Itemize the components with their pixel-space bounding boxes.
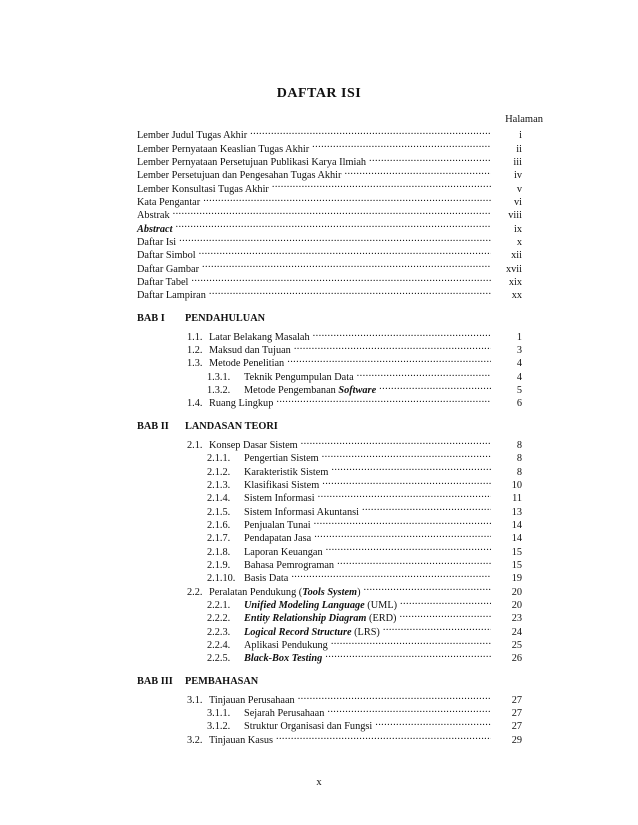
toc-entry-page-number: 8 (516, 466, 522, 478)
toc-entry-italic-term: Software (338, 385, 377, 397)
toc-dot-leader (173, 205, 491, 218)
toc-entry-label-text: Aplikasi Pendukung (244, 639, 328, 651)
toc-entry-number: 2.1.7. (207, 533, 231, 545)
toc-entry-italic-term: Logical Record Structure (244, 626, 352, 638)
toc-entry-label (185, 420, 278, 433)
toc-entry-label (209, 397, 273, 410)
toc-entry-number: 2.2.3. (207, 626, 231, 638)
toc-entry-page-number: 13 (511, 506, 522, 518)
toc-entry-label-text: Peralatan Pendukung ( (209, 586, 303, 598)
toc-entry-page-number: 4 (516, 358, 522, 370)
toc-entry-label-text: Daftar Isi (137, 236, 177, 248)
toc-dot-leader (325, 648, 491, 661)
toc-entry-page-number: xii (511, 250, 522, 262)
toc-dot-leader (175, 218, 491, 231)
toc-entry-label-text: Sistem Informasi Akuntansi (244, 506, 359, 518)
toc-entry-number: 2.2.5. (207, 653, 231, 665)
toc-entry-page-number: 29 (511, 734, 522, 746)
toc-entry-page-number: 5 (516, 385, 522, 397)
toc-entry (137, 245, 522, 262)
toc-dot-leader (203, 192, 491, 205)
toc-entry-number: 3.2. (187, 734, 203, 746)
toc-entry-label-text: Lember Persetujuan dan Pengesahan Tugas Akhir (137, 170, 342, 182)
toc-entry (137, 272, 522, 288)
toc-entry-page-number: xix (508, 276, 522, 288)
toc-entry (207, 367, 522, 383)
toc-entry-label-text: Daftar Lampiran (137, 290, 206, 302)
toc-dot-leader (202, 258, 491, 271)
toc-dot-leader (362, 501, 491, 514)
toc-entry-number: 2.2.2. (207, 613, 231, 625)
toc-dot-leader (375, 716, 491, 729)
toc-entry (207, 461, 522, 478)
toc-entry-label-text: Maksud dan Tujuan (209, 345, 291, 357)
toc-entry-number: 1.4. (187, 398, 203, 410)
toc-entry-label-text: Lember Pernyataan Keaslian Tugas Akhir (137, 143, 310, 155)
toc-entry-page-number: xvii (505, 263, 522, 275)
toc-dot-leader (276, 393, 491, 406)
toc-entry-page-number: v (516, 183, 522, 195)
toc-entry-label-text: Pengertian Sistem (244, 453, 319, 465)
toc-entry-label-text: Daftar Gambar (137, 263, 200, 275)
toc-entry-label-text: Metode Pengembanan (244, 385, 339, 397)
toc-dot-leader (327, 703, 491, 716)
toc-entry-page-number: 4 (516, 371, 522, 383)
toc-entry-label-text: Abstract (137, 223, 173, 235)
toc-chapter-heading (137, 312, 522, 325)
toc-entry-page-number: 27 (511, 721, 522, 733)
toc-entry-page-number: 15 (511, 546, 522, 558)
toc-entry-number: 2.1.3. (207, 479, 231, 491)
toc-entry (187, 353, 522, 370)
toc-dot-leader (294, 340, 491, 353)
toc-dot-leader (322, 475, 491, 488)
toc-dot-leader (318, 488, 491, 501)
toc-entry-number: 1.3. (187, 358, 203, 370)
page-title: DAFTAR ISI (276, 86, 362, 101)
toc-entry (207, 541, 522, 558)
toc-entry (207, 475, 522, 491)
toc-entry (137, 258, 522, 275)
toc-entry-number: 1.1. (187, 331, 203, 343)
toc-entry-label-tail: (ERD) (366, 613, 397, 625)
toc-dot-leader (272, 178, 491, 191)
toc-entry-label-text: Lember Pernyataan Persetujuan Publikasi Karya Ilmiah (137, 156, 367, 168)
toc-entry (137, 192, 522, 208)
toc-entry-label-tail: ) (357, 586, 361, 598)
toc-entry-label-text: Karakteristik Sistem (244, 466, 329, 478)
toc-entry (207, 448, 522, 465)
toc-dot-leader (199, 245, 491, 258)
toc-entry-italic-term: Unified Modeling Language (244, 599, 365, 611)
toc-entry-page-number: 25 (511, 639, 522, 651)
toc-entry-label-text: Daftar Simbol (137, 250, 196, 262)
toc-dot-leader (179, 232, 491, 245)
toc-entry-page-number: 3 (516, 345, 522, 357)
toc-entry (187, 690, 522, 706)
toc-entry-label-text: Latar Belakang Masalah (209, 331, 310, 343)
toc-entry (187, 435, 522, 451)
toc-entry (187, 393, 522, 410)
toc-dot-leader (322, 448, 491, 461)
toc-entry-page-number: 14 (511, 533, 522, 545)
toc-entry-number: 2.2. (187, 586, 203, 598)
toc-entry (207, 501, 522, 518)
toc-entry-italic-term: Black-Box Testing (244, 653, 323, 665)
toc-entry-page-number: 20 (511, 599, 522, 611)
toc-entry (207, 703, 522, 720)
toc-entry-page-number: 19 (511, 573, 522, 585)
toc-entry (187, 327, 522, 343)
toc-entry-label-text: Klasifikasi Sistem (244, 479, 320, 491)
toc-dot-leader (364, 581, 492, 594)
toc-entry-label-text: Struktur Organisasi dan Fungsi (244, 721, 373, 733)
toc-entry-page-number: x (516, 236, 522, 248)
toc-entry-page-number: 26 (511, 653, 522, 665)
toc-entry-page-number: iii (513, 156, 522, 168)
toc-entry (207, 488, 522, 505)
toc-entry-label-text: PENDAHULUAN (185, 312, 266, 324)
toc-entry-label-text: Sejarah Perusahaan (244, 708, 325, 720)
toc-entry-label-text: Abstrak (137, 210, 170, 222)
toc-entry-label-text: PEMBAHASAN (185, 675, 259, 687)
toc-dot-leader (326, 541, 491, 554)
toc-entry-label-text: Tinjauan Perusahaan (209, 694, 295, 706)
page-column-header: Halaman (505, 114, 543, 125)
toc-entry-label-text: Penjualan Tunai (244, 519, 311, 531)
toc-entry (137, 218, 522, 235)
toc-entry (207, 595, 522, 611)
toc-entry-page-number: iv (513, 170, 522, 182)
toc-entry-label (244, 652, 322, 665)
toc-entry (137, 165, 522, 182)
toc-entry-page-number: 10 (511, 479, 522, 491)
toc-dot-leader (379, 380, 491, 393)
toc-entry (207, 648, 522, 665)
toc-entry-number: 2.1.9. (207, 559, 231, 571)
toc-entry-label-text: Tinjauan Kasus (209, 734, 273, 746)
toc-entry (207, 380, 522, 397)
toc-entry-page-number: vi (513, 196, 522, 208)
toc-entry-number: 2.1.10. (207, 573, 236, 585)
toc-entry-label-text: Sistem Informasi (244, 493, 315, 505)
toc-dot-leader (331, 461, 491, 474)
toc-entry (207, 568, 522, 585)
toc-entry-page-number: 1 (516, 331, 522, 343)
toc-entry (137, 232, 522, 248)
toc-dot-leader (383, 621, 491, 634)
toc-entry-number: 2.1.1. (207, 453, 231, 465)
toc-entry (137, 178, 522, 195)
toc-dot-leader (344, 165, 491, 178)
toc-entry-italic-term: Tools System (302, 586, 358, 598)
toc-entry-label-text: Daftar Tabel (137, 276, 189, 288)
toc-entry-number: 3.1.1. (207, 708, 231, 720)
toc-entry-page-number: 11 (512, 493, 522, 505)
toc-entry (137, 152, 522, 168)
toc-dot-leader (250, 125, 491, 138)
toc-entry-page-number: 8 (516, 453, 522, 465)
page-number: x (316, 777, 322, 788)
toc-dot-leader (314, 528, 491, 541)
toc-entry-label-text: Metode Penelitian (209, 358, 285, 370)
toc-dot-leader (337, 555, 491, 568)
toc-entry-number: 2.1.4. (207, 493, 231, 505)
toc-entry-number: BAB I (137, 312, 165, 324)
toc-entry-number: 2.2.4. (207, 639, 231, 651)
toc-entry-number: 2.1.5. (207, 506, 231, 518)
toc-entry (207, 608, 522, 625)
toc-entry (207, 621, 522, 638)
toc-entry-label-tail: (UML) (364, 599, 398, 611)
toc-entry-page-number: ix (513, 223, 522, 235)
toc-entry-label-text: Bahasa Pemrograman (244, 559, 335, 571)
toc-dot-leader (191, 272, 491, 285)
toc-entry-italic-term: Entity Relationship Diagram (244, 613, 367, 625)
toc-entry-page-number: 24 (511, 626, 522, 638)
toc-dot-leader (291, 568, 491, 581)
toc-entry-number: 2.2.1. (207, 599, 231, 611)
toc-dot-leader (301, 435, 491, 448)
toc-entry-label-text: Konsep Dasar Sistem (209, 439, 298, 451)
toc-entry-label (209, 734, 273, 747)
toc-entry (137, 125, 522, 142)
toc-dot-leader (276, 730, 491, 743)
toc-entry-label-text: Lember Judul Tugas Akhir (137, 130, 248, 142)
toc-entry-page-number: 27 (511, 708, 522, 720)
toc-entry-number: 2.1.2. (207, 466, 231, 478)
toc-chapter-heading (137, 675, 522, 688)
toc-entry (187, 730, 522, 746)
toc-entry-page-number: i (519, 130, 522, 142)
toc-entry (187, 340, 522, 357)
toc-entry-page-number: 23 (511, 613, 522, 625)
toc-entry-label-text: Basis Data (244, 573, 289, 585)
toc-entry-number: BAB III (137, 675, 173, 687)
toc-dot-leader (331, 635, 491, 648)
toc-entry-page-number: xx (511, 290, 522, 302)
toc-dot-leader (399, 608, 491, 621)
toc-entry-number: 3.1. (187, 694, 203, 706)
toc-entry-page-number: 14 (511, 519, 522, 531)
toc-entry-label (185, 312, 265, 325)
toc-entry-page-number: 20 (511, 586, 522, 598)
toc-entry (207, 635, 522, 651)
toc-entry (207, 555, 522, 571)
toc-dot-leader (298, 690, 491, 703)
toc-entry-number: 2.1. (187, 439, 203, 451)
toc-entry-page-number: 8 (516, 439, 522, 451)
toc-entry-number: 2.1.8. (207, 546, 231, 558)
toc-entry-number: 1.3.1. (207, 371, 231, 383)
toc-entry (207, 716, 522, 733)
toc-dot-leader (400, 595, 491, 608)
toc-entry-label-text: Kata Pengantar (137, 196, 201, 208)
toc-dot-leader (312, 138, 491, 151)
toc-entry-number: BAB II (137, 420, 169, 432)
toc-entry-number: 3.1.2. (207, 721, 231, 733)
toc-dot-leader (287, 353, 491, 366)
toc-dot-leader (357, 367, 491, 380)
toc-entry-page-number: 6 (516, 398, 522, 410)
toc-entry-label-text: Lember Konsultasi Tugas Akhir (137, 183, 269, 195)
toc-entry-label-text: Pendapatan Jasa (244, 533, 312, 545)
toc-entry (207, 528, 522, 545)
toc-entry-label (137, 289, 206, 302)
toc-entry-label (185, 675, 258, 688)
toc-entry-number: 2.1.6. (207, 519, 231, 531)
toc-entry (137, 285, 522, 302)
toc-dot-leader (209, 285, 491, 298)
toc-entry (137, 138, 522, 155)
toc-entry-page-number: ii (516, 143, 522, 155)
toc-entry-label-text: LANDASAN TEORI (185, 420, 278, 432)
toc-entry-label-text: Ruang Lingkup (209, 398, 274, 410)
toc-dot-leader (369, 152, 491, 165)
toc-entry (137, 205, 522, 222)
toc-entry-page-number: viii (508, 210, 522, 222)
toc-chapter-heading (137, 420, 522, 433)
toc-entry (207, 515, 522, 531)
toc-entry (187, 581, 522, 598)
toc-entry-label-text: Laporan Keuangan (244, 546, 323, 558)
toc-dot-leader (314, 515, 491, 528)
toc-entry-number: 1.2. (187, 345, 203, 357)
toc-entry-number: 1.3.2. (207, 385, 231, 397)
toc-dot-leader (313, 327, 491, 340)
toc-entry-page-number: 15 (511, 559, 522, 571)
toc-entry-page-number: 27 (511, 694, 522, 706)
toc-entry-label-text: Teknik Pengumpulan Data (244, 371, 354, 383)
toc-entry-label-tail: (LRS) (351, 626, 380, 638)
